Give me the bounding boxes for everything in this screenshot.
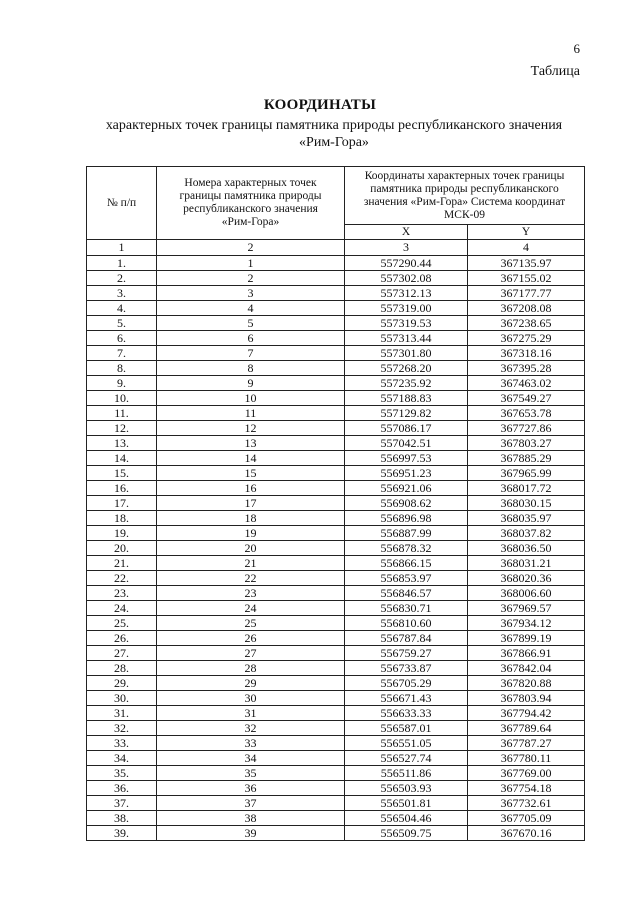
cell-row-number: 14.	[87, 451, 157, 466]
cell-y: 367885.29	[468, 451, 585, 466]
cell-point-number: 21	[157, 556, 345, 571]
cell-row-number: 38.	[87, 811, 157, 826]
table-row	[87, 601, 585, 616]
cell-point-number: 16	[157, 481, 345, 496]
table-row	[87, 391, 585, 406]
table-row	[87, 271, 585, 286]
cell-y: 367789.64	[468, 721, 585, 736]
table-row	[87, 811, 585, 826]
cell-y: 367318.16	[468, 346, 585, 361]
cell-row-number: 17.	[87, 496, 157, 511]
cell-point-number: 8	[157, 361, 345, 376]
cell-point-number: 39	[157, 826, 345, 841]
cell-row-number: 10.	[87, 391, 157, 406]
cell-point-number: 9	[157, 376, 345, 391]
cell-point-number: 32	[157, 721, 345, 736]
cell-y: 367899.19	[468, 631, 585, 646]
cell-row-number: 23.	[87, 586, 157, 601]
cell-row-number: 11.	[87, 406, 157, 421]
cell-y: 367842.04	[468, 661, 585, 676]
cell-y: 368036.50	[468, 541, 585, 556]
table-row	[87, 676, 585, 691]
cell-x: 556830.71	[345, 601, 468, 616]
cell-row-number: 26.	[87, 631, 157, 646]
cell-y: 367135.97	[468, 256, 585, 271]
cell-x: 556504.46	[345, 811, 468, 826]
table-row	[87, 706, 585, 721]
cell-point-number: 36	[157, 781, 345, 796]
table-row	[87, 301, 585, 316]
cell-y: 367803.27	[468, 436, 585, 451]
cell-row-number: 13.	[87, 436, 157, 451]
cell-y: 367934.12	[468, 616, 585, 631]
cell-x: 557086.17	[345, 421, 468, 436]
cell-point-number: 34	[157, 751, 345, 766]
table-row	[87, 526, 585, 541]
cell-row-number: 22.	[87, 571, 157, 586]
cell-row-number: 35.	[87, 766, 157, 781]
cell-x: 556846.57	[345, 586, 468, 601]
cell-point-number: 4	[157, 301, 345, 316]
document-subtitle: характерных точек границы памятника природы республиканского значения «Рим-Гора»	[105, 118, 563, 150]
cell-point-number: 2	[157, 271, 345, 286]
cell-point-number: 30	[157, 691, 345, 706]
cell-x: 557235.92	[345, 376, 468, 391]
cell-x: 556527.74	[345, 751, 468, 766]
cell-y: 367727.86	[468, 421, 585, 436]
cell-x: 557312.13	[345, 286, 468, 301]
cell-row-number: 7.	[87, 346, 157, 361]
cell-row-number: 19.	[87, 526, 157, 541]
table-row	[87, 256, 585, 271]
cell-row-number: 24.	[87, 601, 157, 616]
cell-x: 557129.82	[345, 406, 468, 421]
cell-y: 368006.60	[468, 586, 585, 601]
cell-y: 367155.02	[468, 271, 585, 286]
cell-row-number: 16.	[87, 481, 157, 496]
cell-row-number: 15.	[87, 466, 157, 481]
cell-y: 368017.72	[468, 481, 585, 496]
cell-row-number: 18.	[87, 511, 157, 526]
table-row	[87, 496, 585, 511]
cell-x: 556511.86	[345, 766, 468, 781]
cell-row-number: 9.	[87, 376, 157, 391]
cell-y: 368031.21	[468, 556, 585, 571]
table-row	[87, 286, 585, 301]
table-row	[87, 646, 585, 661]
cell-y: 368020.36	[468, 571, 585, 586]
cell-y: 367866.91	[468, 646, 585, 661]
cell-y: 367208.08	[468, 301, 585, 316]
table-row	[87, 721, 585, 736]
cell-y: 367275.29	[468, 331, 585, 346]
cell-row-number: 4.	[87, 301, 157, 316]
header-point-numbers: Номера характерных точек границы памятника природы республиканского значения «Рим-Гора»	[157, 167, 345, 240]
cell-x: 556733.87	[345, 661, 468, 676]
cell-point-number: 28	[157, 661, 345, 676]
cell-x: 556501.81	[345, 796, 468, 811]
cell-x: 556633.33	[345, 706, 468, 721]
cell-row-number: 6.	[87, 331, 157, 346]
cell-row-number: 30.	[87, 691, 157, 706]
cell-row-number: 34.	[87, 751, 157, 766]
cell-y: 367787.27	[468, 736, 585, 751]
cell-point-number: 33	[157, 736, 345, 751]
cell-point-number: 20	[157, 541, 345, 556]
cell-y: 368035.97	[468, 511, 585, 526]
table-row	[87, 451, 585, 466]
cell-y: 368037.82	[468, 526, 585, 541]
cell-row-number: 12.	[87, 421, 157, 436]
cell-x: 556951.23	[345, 466, 468, 481]
cell-point-number: 24	[157, 601, 345, 616]
cell-point-number: 31	[157, 706, 345, 721]
cell-point-number: 10	[157, 391, 345, 406]
cell-row-number: 28.	[87, 661, 157, 676]
cell-x: 556587.01	[345, 721, 468, 736]
cell-x: 556509.75	[345, 826, 468, 841]
cell-row-number: 29.	[87, 676, 157, 691]
cell-y: 367780.11	[468, 751, 585, 766]
cell-x: 556908.62	[345, 496, 468, 511]
cell-y: 367732.61	[468, 796, 585, 811]
table-row	[87, 421, 585, 436]
table-caption: Таблица	[530, 64, 580, 79]
cell-y: 367769.00	[468, 766, 585, 781]
column-number: 2	[157, 240, 345, 256]
cell-point-number: 1	[157, 256, 345, 271]
page-number: 6	[573, 41, 580, 56]
cell-point-number: 37	[157, 796, 345, 811]
table-row	[87, 766, 585, 781]
cell-y: 367965.99	[468, 466, 585, 481]
cell-y: 367177.77	[468, 286, 585, 301]
table-row	[87, 331, 585, 346]
cell-point-number: 23	[157, 586, 345, 601]
table-row	[87, 751, 585, 766]
header-number: № п/п	[87, 167, 157, 240]
cell-y: 367238.65	[468, 316, 585, 331]
cell-point-number: 38	[157, 811, 345, 826]
cell-y: 367820.88	[468, 676, 585, 691]
table-row	[87, 316, 585, 331]
cell-row-number: 5.	[87, 316, 157, 331]
table-row	[87, 436, 585, 451]
table-row	[87, 571, 585, 586]
cell-point-number: 18	[157, 511, 345, 526]
column-number: 3	[345, 240, 468, 256]
table-row	[87, 616, 585, 631]
cell-row-number: 8.	[87, 361, 157, 376]
cell-point-number: 3	[157, 286, 345, 301]
cell-x: 556759.27	[345, 646, 468, 661]
table-row	[87, 466, 585, 481]
cell-x: 557301.80	[345, 346, 468, 361]
cell-y: 367969.57	[468, 601, 585, 616]
table-row	[87, 781, 585, 796]
cell-x: 557268.20	[345, 361, 468, 376]
header-y: Y	[468, 225, 585, 240]
cell-row-number: 32.	[87, 721, 157, 736]
cell-row-number: 3.	[87, 286, 157, 301]
cell-row-number: 21.	[87, 556, 157, 571]
table-row	[87, 481, 585, 496]
cell-x: 557319.53	[345, 316, 468, 331]
cell-y: 367754.18	[468, 781, 585, 796]
cell-x: 556705.29	[345, 676, 468, 691]
table-row	[87, 661, 585, 676]
cell-point-number: 14	[157, 451, 345, 466]
cell-x: 556503.93	[345, 781, 468, 796]
column-number-row	[87, 240, 585, 256]
table-row	[87, 631, 585, 646]
cell-row-number: 33.	[87, 736, 157, 751]
cell-y: 367705.09	[468, 811, 585, 826]
cell-point-number: 22	[157, 571, 345, 586]
document-title: КООРДИНАТЫ	[263, 97, 377, 113]
cell-x: 556878.32	[345, 541, 468, 556]
table-row	[87, 541, 585, 556]
cell-y: 367794.42	[468, 706, 585, 721]
cell-point-number: 27	[157, 646, 345, 661]
cell-x: 557290.44	[345, 256, 468, 271]
column-number: 1	[87, 240, 157, 256]
cell-point-number: 19	[157, 526, 345, 541]
cell-x: 556887.99	[345, 526, 468, 541]
cell-row-number: 31.	[87, 706, 157, 721]
cell-y: 367653.78	[468, 406, 585, 421]
cell-point-number: 5	[157, 316, 345, 331]
cell-x: 557302.08	[345, 271, 468, 286]
coordinates-table	[86, 166, 585, 841]
cell-y: 367670.16	[468, 826, 585, 841]
cell-point-number: 7	[157, 346, 345, 361]
cell-point-number: 25	[157, 616, 345, 631]
cell-x: 556671.43	[345, 691, 468, 706]
cell-row-number: 39.	[87, 826, 157, 841]
cell-point-number: 12	[157, 421, 345, 436]
cell-y: 367549.27	[468, 391, 585, 406]
cell-x: 556787.84	[345, 631, 468, 646]
table-row	[87, 736, 585, 751]
header-coordinates-group: Координаты характерных точек границы памятника природы республиканского значения «Рим-Гора» Система координат МСК-09	[345, 167, 585, 225]
header-x: X	[345, 225, 468, 240]
table-row	[87, 796, 585, 811]
cell-row-number: 1.	[87, 256, 157, 271]
cell-point-number: 6	[157, 331, 345, 346]
cell-x: 556896.98	[345, 511, 468, 526]
cell-x: 556866.15	[345, 556, 468, 571]
cell-point-number: 29	[157, 676, 345, 691]
cell-point-number: 26	[157, 631, 345, 646]
cell-row-number: 27.	[87, 646, 157, 661]
table-row	[87, 586, 585, 601]
table-row	[87, 376, 585, 391]
column-number: 4	[468, 240, 585, 256]
cell-row-number: 2.	[87, 271, 157, 286]
cell-row-number: 25.	[87, 616, 157, 631]
cell-x: 557313.44	[345, 331, 468, 346]
cell-point-number: 11	[157, 406, 345, 421]
cell-x: 556551.05	[345, 736, 468, 751]
cell-x: 556997.53	[345, 451, 468, 466]
table-row	[87, 826, 585, 841]
cell-y: 367463.02	[468, 376, 585, 391]
cell-x: 556810.60	[345, 616, 468, 631]
cell-point-number: 35	[157, 766, 345, 781]
cell-x: 556853.97	[345, 571, 468, 586]
table-row	[87, 361, 585, 376]
cell-x: 557319.00	[345, 301, 468, 316]
cell-point-number: 17	[157, 496, 345, 511]
cell-x: 557042.51	[345, 436, 468, 451]
table-row	[87, 556, 585, 571]
cell-y: 367395.28	[468, 361, 585, 376]
table-row	[87, 691, 585, 706]
cell-row-number: 20.	[87, 541, 157, 556]
cell-row-number: 36.	[87, 781, 157, 796]
table-row	[87, 511, 585, 526]
table-row	[87, 346, 585, 361]
table-row	[87, 406, 585, 421]
cell-point-number: 15	[157, 466, 345, 481]
cell-y: 367803.94	[468, 691, 585, 706]
cell-x: 556921.06	[345, 481, 468, 496]
cell-row-number: 37.	[87, 796, 157, 811]
cell-y: 368030.15	[468, 496, 585, 511]
cell-x: 557188.83	[345, 391, 468, 406]
cell-point-number: 13	[157, 436, 345, 451]
